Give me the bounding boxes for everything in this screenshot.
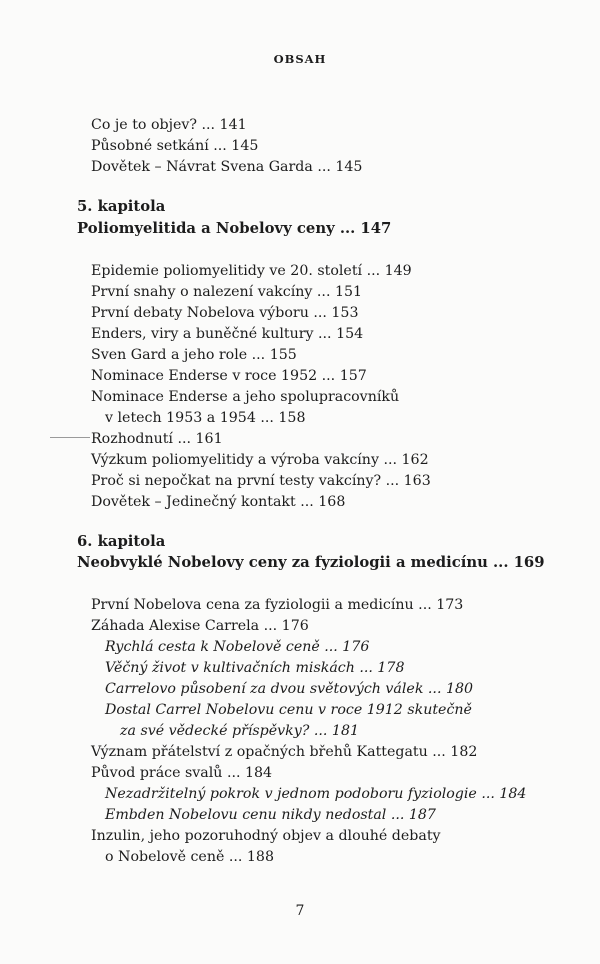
toc-entry: První snahy o nalezení vakcíny ... 151	[91, 284, 363, 300]
toc-entry: o Nobelově ceně ... 188	[105, 849, 274, 865]
toc-entry: Rychlá cesta k Nobelově ceně ... 176	[105, 639, 370, 655]
toc-entry: Původ práce svalů ... 184	[91, 765, 273, 781]
toc-entry: Inzulin, jeho pozoruhodný objev a dlouhé debaty	[91, 828, 441, 844]
chapter-heading: 6. kapitola	[77, 533, 166, 550]
toc-entry: Sven Gard a jeho role ... 155	[91, 347, 297, 363]
toc-entry: Dostal Carrel Nobelovu cenu v roce 1912 skutečně	[105, 702, 472, 718]
toc-entry: v letech 1953 a 1954 ... 158	[105, 410, 306, 426]
toc-entry: První debaty Nobelova výboru ... 153	[91, 305, 359, 321]
chapter-heading: Poliomyelitida a Nobelovy ceny ... 147	[77, 220, 392, 237]
toc-entry: Význam přátelství z opačných břehů Kattegatu ... 182	[91, 744, 478, 760]
toc-entry: Dovětek – Návrat Svena Garda ... 145	[91, 159, 363, 175]
toc-entry: Záhada Alexise Carrela ... 176	[91, 618, 309, 634]
toc-entry: za své vědecké příspěvky? ... 181	[120, 723, 360, 739]
toc-entry: Embden Nobelovu cenu nikdy nedostal ... 187	[105, 807, 436, 823]
toc-entry: Epidemie poliomyelitidy ve 20. století ... 149	[91, 263, 412, 279]
toc-entry: Carrelovo působení za dvou světových válek ... 180	[105, 681, 474, 697]
toc-entry: Co je to objev? ... 141	[91, 117, 247, 133]
toc-entry: Výzkum poliomyelitidy a výroba vakcíny ... 162	[91, 452, 429, 468]
margin-mark	[50, 437, 90, 438]
toc-entry: První Nobelova cena za fyziologii a medicínu ... 173	[91, 597, 464, 613]
toc-entry: Dovětek – Jedinečný kontakt ... 168	[91, 494, 346, 510]
toc-entry: Věčný život v kultivačních miskách ... 178	[105, 660, 405, 676]
page-header: OBSAH	[273, 52, 327, 66]
chapter-heading: Neobvyklé Nobelovy ceny za fyziologii a medicínu ... 169	[77, 554, 545, 571]
toc-entry: Proč si nepočkat na první testy vakcíny? ... 163	[91, 473, 431, 489]
toc-entry: Nezadržitelný pokrok v jednom podoboru fyziologie ... 184	[105, 786, 527, 802]
toc-entry: Enders, viry a buněčné kultury ... 154	[91, 326, 364, 342]
toc-entry: Nominace Enderse a jeho spolupracovníků	[91, 389, 400, 405]
chapter-heading: 5. kapitola	[77, 198, 166, 215]
toc-entry: Rozhodnutí ... 161	[91, 431, 223, 447]
toc-entry: Nominace Enderse v roce 1952 ... 157	[91, 368, 367, 384]
page-number: 7	[295, 903, 305, 919]
toc-entry: Působné setkání ... 145	[91, 138, 259, 154]
